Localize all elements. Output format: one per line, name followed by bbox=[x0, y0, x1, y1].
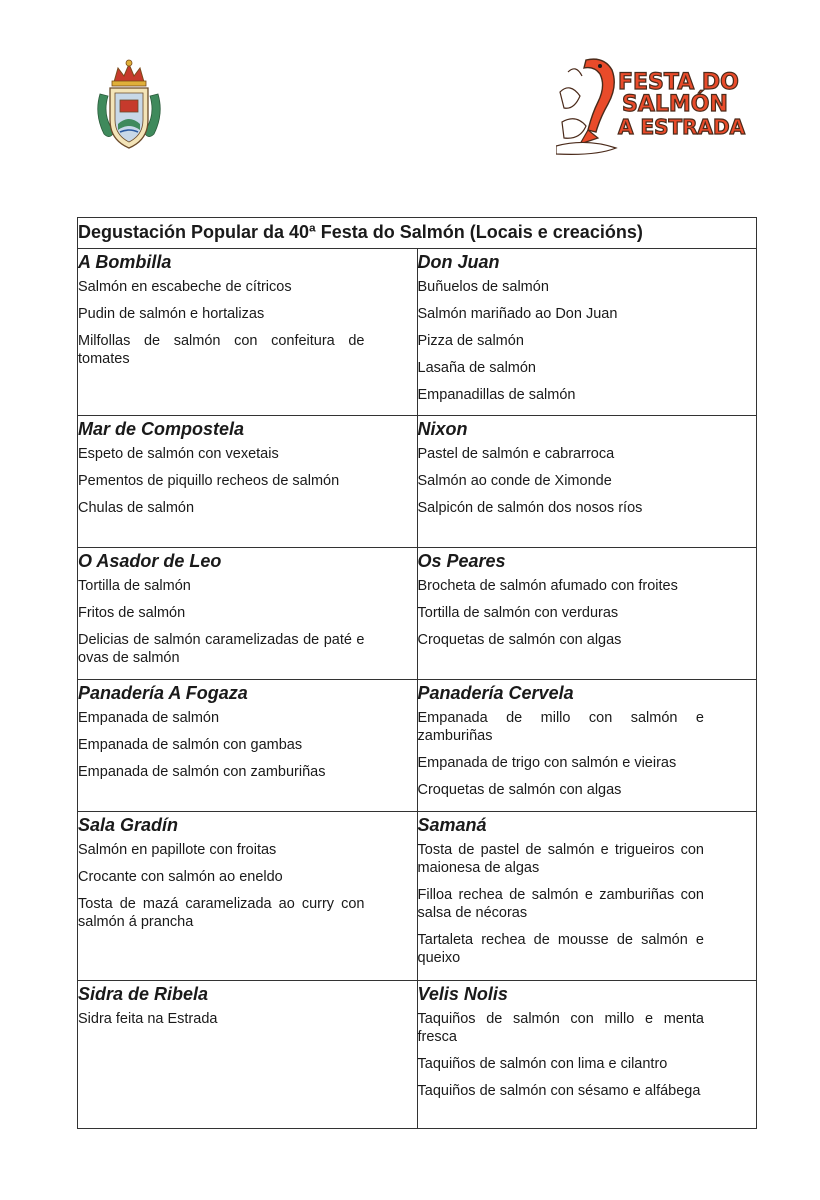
dish-item: Tosta de mazá caramelizada ao curry con salmón á prancha bbox=[78, 896, 365, 930]
table-row bbox=[78, 416, 757, 548]
dish-item: Lasaña de salmón bbox=[417, 360, 536, 376]
table-row bbox=[78, 548, 757, 680]
venue-name: Sidra de Ribela bbox=[78, 984, 209, 1004]
dish-item: Salmón ao conde de Ximonde bbox=[417, 473, 612, 489]
dish-item: Crocante con salmón ao eneldo bbox=[78, 869, 283, 885]
dish-item: Tartaleta rechea de mousse de salmón e queixo bbox=[417, 932, 704, 966]
table-body bbox=[78, 249, 757, 1129]
dish-item: Salmón en papillote con froitas bbox=[78, 842, 277, 858]
table-row bbox=[78, 249, 757, 416]
dish-item: Pudin de salmón e hortalizas bbox=[78, 306, 265, 322]
dish-item: Pementos de piquillo recheos de salmón bbox=[78, 473, 340, 489]
venue-cell-left bbox=[78, 981, 418, 1129]
dish-item: Delicias de salmón caramelizadas de paté e ovas de salmón bbox=[78, 632, 365, 666]
dish-item: Pastel de salmón e cabrarroca bbox=[417, 446, 615, 462]
festa-do-salmon-logo bbox=[556, 52, 752, 158]
venue-name: Nixon bbox=[417, 419, 468, 439]
dish-item: Taquiños de salmón con millo e menta fresca bbox=[417, 1011, 704, 1045]
dish-item: Taquiños de salmón con lima e cilantro bbox=[417, 1056, 668, 1072]
dish-item: Empanadillas de salmón bbox=[417, 387, 576, 403]
venue-name: Don Juan bbox=[417, 252, 500, 272]
dish-item: Buñuelos de salmón bbox=[417, 279, 549, 295]
venue-name: Mar de Compostela bbox=[78, 419, 245, 439]
venue-cell-left bbox=[78, 680, 418, 812]
venue-name: Velis Nolis bbox=[417, 984, 508, 1004]
venues-table bbox=[77, 217, 757, 1129]
venue-name: Panadería Cervela bbox=[417, 683, 574, 703]
venue-cell-left bbox=[78, 548, 418, 680]
dish-item: Empanada de millo con salmón e zamburiñas bbox=[417, 710, 704, 744]
dish-item: Salmón mariñado ao Don Juan bbox=[417, 306, 618, 322]
dish-item: Brocheta de salmón afumado con froites bbox=[417, 578, 678, 594]
table-row bbox=[78, 680, 757, 812]
venue-name: O Asador de Leo bbox=[78, 551, 222, 571]
table-title: Degustación Popular da 40ª Festa do Salmón (Locais e creacións) bbox=[78, 218, 757, 249]
dish-item: Tortilla de salmón bbox=[78, 578, 191, 594]
dish-item: Filloa rechea de salmón e zamburiñas con salsa de nécoras bbox=[417, 887, 704, 921]
logo-line-1: FESTA DO bbox=[618, 70, 739, 95]
venue-cell-right bbox=[417, 812, 757, 981]
venue-cell-right bbox=[417, 416, 757, 548]
table-row bbox=[78, 981, 757, 1129]
dish-item: Pizza de salmón bbox=[417, 333, 524, 349]
venue-cell-left bbox=[78, 812, 418, 981]
venue-cell-left bbox=[78, 249, 418, 416]
dish-item: Tosta de pastel de salmón e trigueiros con maionesa de algas bbox=[417, 842, 704, 876]
dish-item: Tortilla de salmón con verduras bbox=[417, 605, 619, 621]
dish-item: Espeto de salmón con vexetais bbox=[78, 446, 279, 462]
venue-name: Sala Gradín bbox=[78, 815, 179, 835]
venue-name: Samaná bbox=[417, 815, 487, 835]
dish-item: Chulas de salmón bbox=[78, 500, 195, 516]
venue-name: Panadería A Fogaza bbox=[78, 683, 248, 703]
dish-item: Empanada de salmón bbox=[78, 710, 220, 726]
dish-item: Empanada de salmón con gambas bbox=[78, 737, 303, 753]
dish-item: Fritos de salmón bbox=[78, 605, 186, 621]
venue-cell-right bbox=[417, 249, 757, 416]
municipal-crest-icon bbox=[92, 58, 166, 154]
dish-item: Empanada de trigo con salmón e vieiras bbox=[417, 755, 677, 771]
dish-item: Milfollas de salmón con confeitura de tomates bbox=[78, 333, 365, 367]
venue-cell-right bbox=[417, 548, 757, 680]
logo-line-2: SALMÓN bbox=[622, 92, 728, 117]
dish-item: Croquetas de salmón con algas bbox=[417, 632, 622, 648]
logo-line-3: A ESTRADA bbox=[618, 115, 746, 139]
venue-cell-right bbox=[417, 981, 757, 1129]
dish-item: Empanada de salmón con zamburiñas bbox=[78, 764, 326, 780]
venue-name: Os Peares bbox=[417, 551, 506, 571]
venue-cell-left bbox=[78, 416, 418, 548]
dish-item: Taquiños de salmón con sésamo e alfábega bbox=[417, 1083, 701, 1099]
dish-item: Croquetas de salmón con algas bbox=[417, 782, 622, 798]
venue-name: A Bombilla bbox=[78, 252, 172, 272]
dish-item: Salmón en escabeche de cítricos bbox=[78, 279, 292, 295]
dish-item: Sidra feita na Estrada bbox=[78, 1011, 218, 1027]
dish-item: Salpicón de salmón dos nosos ríos bbox=[417, 500, 643, 516]
table-row bbox=[78, 812, 757, 981]
venue-cell-right bbox=[417, 680, 757, 812]
